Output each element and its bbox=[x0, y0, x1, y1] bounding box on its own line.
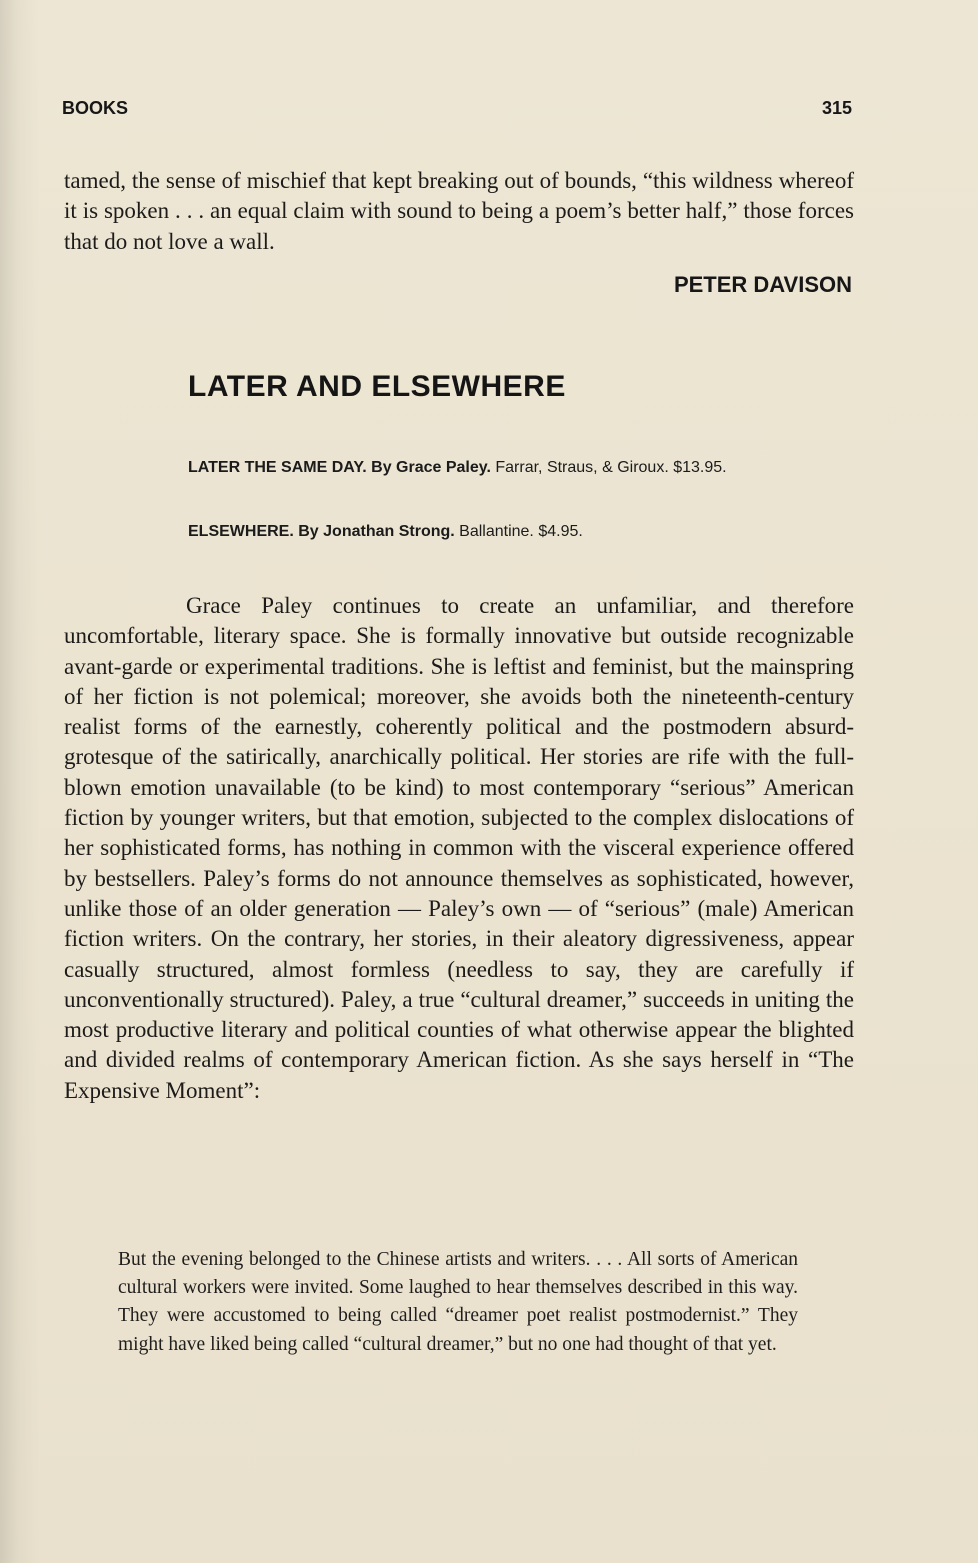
book-entry bbox=[188, 458, 862, 478]
book-entry bbox=[188, 522, 862, 542]
review-paragraph: Grace Paley continues to create an unfamiliar, and therefore uncomfortable, literary space. She is formally innovative but outside recognizable avant-garde or experimental traditions. She is leftist and feminist, but the mainspring of her fiction is not polemical; moreover, she avoids both the nineteenth-century realist forms of the earnestly, coherently political and the postmodern absurd-grotesque of the satirically, anarchically political. Her stories are rife with the full-blown emotion unavailable (to be kind) to most contemporary “serious” American fiction by younger writers, but that emotion, subjected to the complex dislocations of her sophisticated forms, has nothing in common with the visceral experience offered by bestsellers. Paley’s forms do not announce themselves as sophisticated, however, unlike those of an older generation — Paley’s own — of “serious” (male) American fiction writers. On the contrary, her stories, in their aleatory digressiveness, appear casually structured, almost formless (needless to say, they are carefully if unconventionally structured). Paley, a true “cultural dreamer,” succeeds in uniting the most productive literary and political counties of what otherwise appear the blighted and divided realms of contemporary American fiction. As she says herself in “The Expensive Moment”: bbox=[64, 593, 854, 1103]
continued-review-text: tamed, the sense of mischief that kept breaking out of bounds, “this wildness whereof it is spoken . . . an equal claim with sound to being a poem’s better half,” those forces that do not love a wall. bbox=[64, 168, 854, 254]
page-number: 315 bbox=[821, 98, 852, 118]
book-title: ELSEWHERE. bbox=[188, 523, 294, 540]
running-head bbox=[62, 98, 852, 122]
book-title: LATER THE SAME DAY. bbox=[188, 459, 367, 476]
review-title: LATER AND ELSEWHERE bbox=[188, 370, 566, 403]
book-byline: By Jonathan Strong. bbox=[298, 523, 455, 540]
block-quote: But the evening belonged to the Chinese artists and writers. . . . All sorts of American cultural workers were invited. Some laughed to hear themselves described in this way. They were accustomed to being called “dreamer poet realist postmodernist.” They might have liked being called “cultural dreamer,” but no one had thought of that yet. bbox=[118, 1249, 798, 1355]
review-author: PETER DAVISON bbox=[673, 272, 852, 297]
book-publisher: Ballantine. $4.95. bbox=[459, 523, 583, 540]
book-publisher: Farrar, Straus, & Giroux. $13.95. bbox=[495, 459, 727, 476]
section-label: BOOKS bbox=[62, 98, 129, 118]
book-byline: By Grace Paley. bbox=[371, 459, 491, 476]
